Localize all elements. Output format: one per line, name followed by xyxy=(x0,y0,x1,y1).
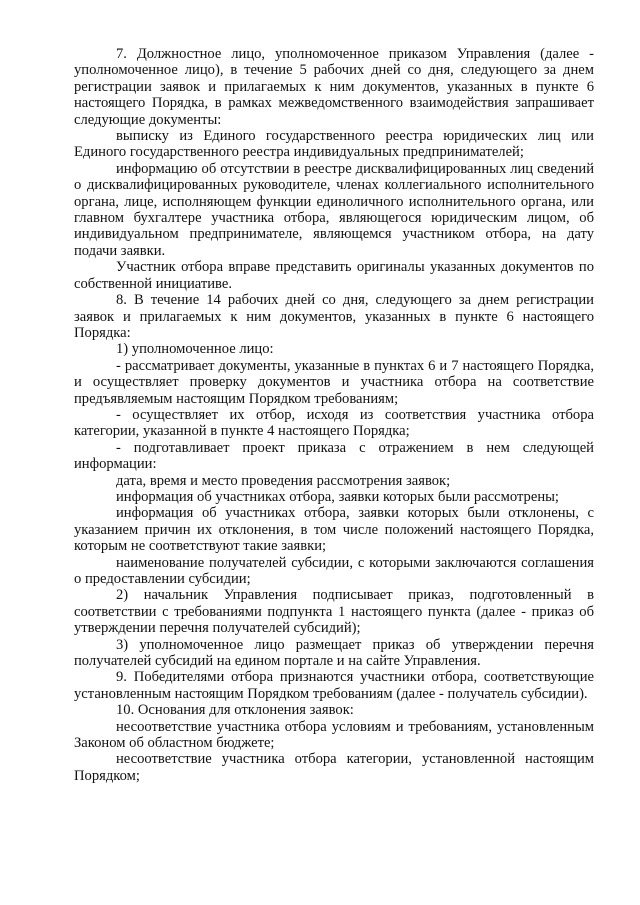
paragraph-rejected-participants: информация об участниках отбора, заявки которых были отклонены, с указанием причин их отклонения, в том числе положений настоящего Порядка, которым не соответствуют такие заявки; xyxy=(74,505,594,555)
paragraph-8-1-selection: - осуществляет их отбор, исходя из соответствия участника отбора категории, указанной в пункте 4 настоящего Порядка; xyxy=(74,406,594,440)
paragraph-7: 7. Должностное лицо, уполномоченное приказом Управления (далее - уполномоченное лицо), в течение 5 рабочих дней со дня, следующего за днем регистрации заявок и прилагаемых к ним документов, указанных в пункте 6 настоящего Порядка, в рамках межведомственного взаимодействия запрашивает следующие документы: xyxy=(74,46,594,128)
paragraph-8-1: 1) уполномоченное лицо: xyxy=(116,341,274,358)
document-page xyxy=(74,46,594,784)
paragraph-extract-register: выписку из Единого государственного реестра юридических лиц или Единого государственного реестра индивидуальных предпринимателей; xyxy=(74,128,594,161)
paragraph-originals-right: Участник отбора вправе представить оригиналы указанных документов по собственной инициативе. xyxy=(74,259,594,292)
paragraph-9: 9. Победителями отбора признаются участники отбора, соответствующие установленным настоящим Порядком требованиям (далее - получатель субсидии). xyxy=(74,669,594,702)
paragraph-8-3: 3) уполномоченное лицо размещает приказ об утверждении перечня получателей субсидий на едином портале и на сайте Управления. xyxy=(74,636,594,670)
paragraph-8-1-review: - рассматривает документы, указанные в пунктах 6 и 7 настоящего Порядка, и осуществляет проверку документов и участника отбора на соответствие предъявляемым настоящим Порядком требованиям; xyxy=(74,357,594,407)
paragraph-disqualified-info: информацию об отсутствии в реестре дисквалифицированных лиц сведений о дисквалифицированных руководителе, членах коллегиального исполнительного органа, лице, исполняющем функции единоличного исполнительного органа, или главном бухгалтере участника отбора, являющегося юридическим лицом, об индивидуальном предпринимателе, являющемся участником отбора, на дату подачи заявки. xyxy=(74,160,594,259)
paragraph-8: 8. В течение 14 рабочих дней со дня, следующего за днем регистрации заявок и прилагаемых к ним документов, указанных в пункте 6 настоящего Порядка: xyxy=(74,292,594,341)
paragraph-10: 10. Основания для отклонения заявок: xyxy=(116,702,354,719)
paragraph-8-2: 2) начальник Управления подписывает приказ, подготовленный в соответствии с требованиями подпункта 1 настоящего пункта (далее - приказ об утверждении перечня получателей субсидий); xyxy=(74,587,594,637)
paragraph-10-conditions: несоответствие участника отбора условиям и требованиям, установленным Законом об областном бюджете; xyxy=(74,718,594,752)
paragraph-recipients-names: наименование получателей субсидии, с которыми заключаются соглашения о предоставлении субсидии; xyxy=(74,554,594,587)
paragraph-reviewed-participants: информация об участниках отбора, заявки которых были рассмотрены; xyxy=(116,488,559,505)
paragraph-date-place: дата, время и место проведения рассмотрения заявок; xyxy=(116,472,451,489)
paragraph-8-1-draft-order: - подготавливает проект приказа с отражением в нем следующей информации: xyxy=(74,439,594,473)
paragraph-10-category: несоответствие участника отбора категории, установленной настоящим Порядком; xyxy=(74,751,594,784)
